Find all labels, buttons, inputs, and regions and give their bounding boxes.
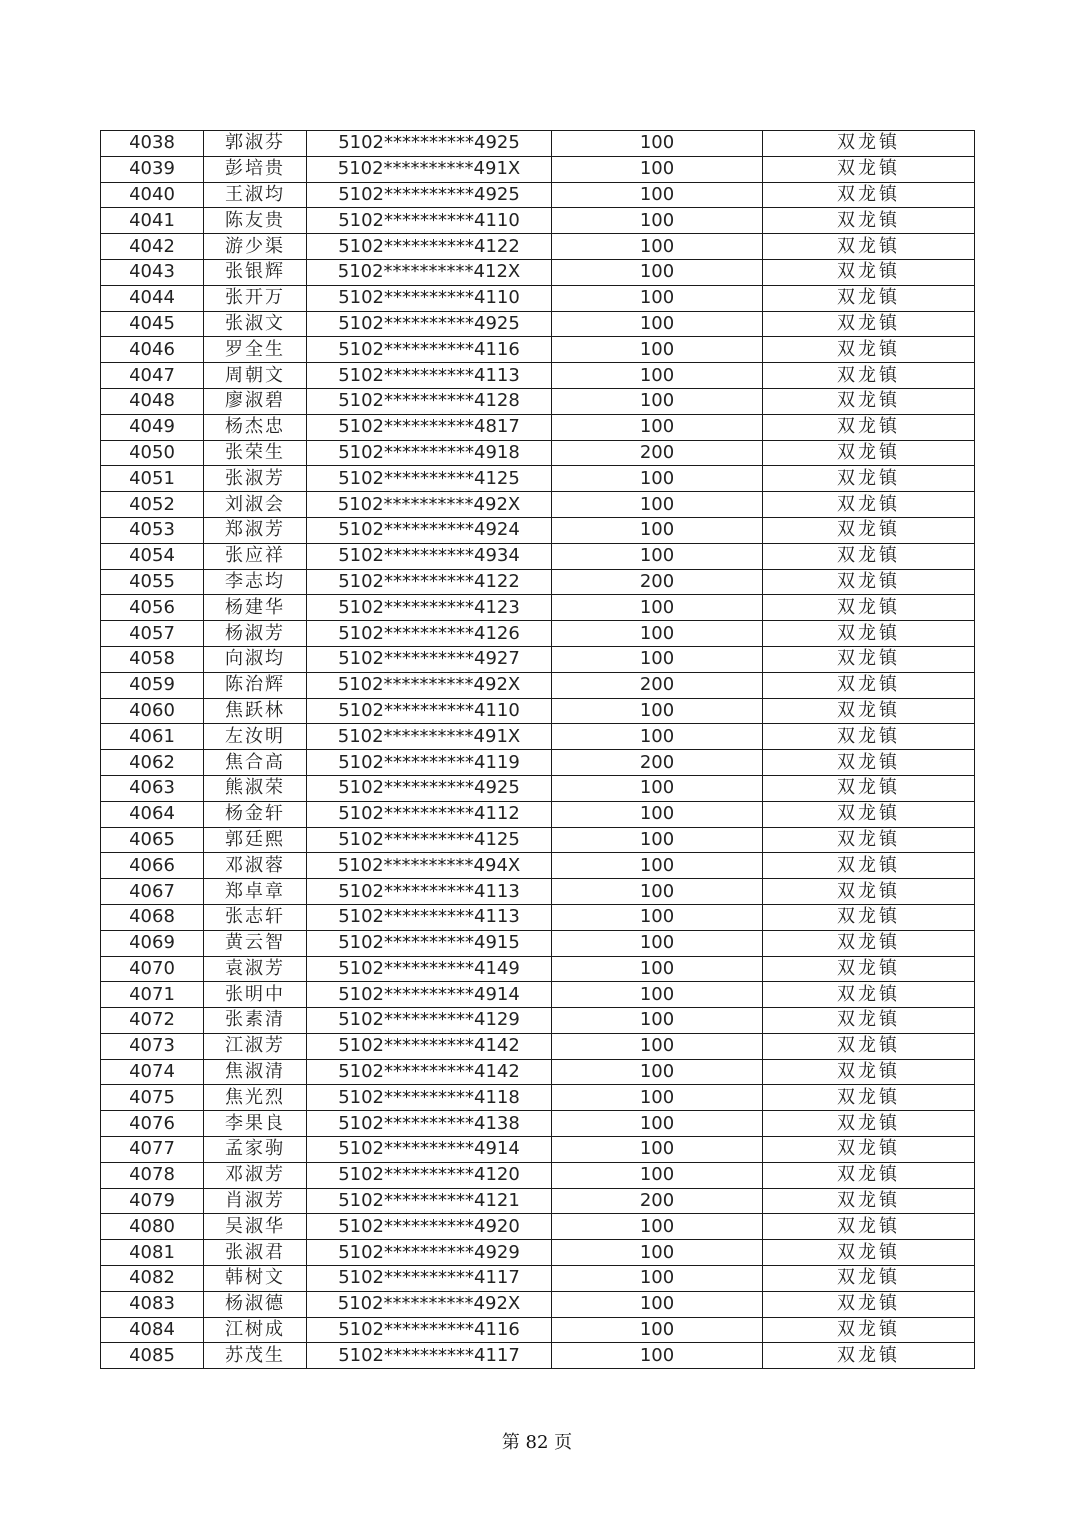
amount-cell: 100 (552, 492, 763, 518)
row-number-cell: 4044 (101, 285, 204, 311)
table-row (101, 1137, 975, 1163)
town-name-cell: 双龙镇 (763, 363, 975, 389)
town-name-cell: 双龙镇 (763, 621, 975, 647)
id-number-cell: 5102**********4116 (307, 1317, 552, 1343)
row-number-cell: 4070 (101, 956, 204, 982)
town-name-cell: 双龙镇 (763, 750, 975, 776)
row-number-cell: 4048 (101, 388, 204, 414)
id-number-cell: 5102**********4117 (307, 1266, 552, 1292)
id-number-cell: 5102**********4914 (307, 1137, 552, 1163)
town-name-cell: 双龙镇 (763, 1317, 975, 1343)
person-name-cell: 焦淑清 (204, 1059, 307, 1085)
id-number-cell: 5102**********4817 (307, 414, 552, 440)
amount-cell: 100 (552, 621, 763, 647)
id-number-cell: 5102**********4915 (307, 930, 552, 956)
table-row (101, 517, 975, 543)
id-number-cell: 5102**********491X (307, 156, 552, 182)
person-name-cell: 杨淑德 (204, 1291, 307, 1317)
person-name-cell: 周朝文 (204, 363, 307, 389)
amount-cell: 200 (552, 672, 763, 698)
id-number-cell: 5102**********4116 (307, 337, 552, 363)
person-name-cell: 江树成 (204, 1317, 307, 1343)
town-name-cell: 双龙镇 (763, 466, 975, 492)
town-name-cell: 双龙镇 (763, 182, 975, 208)
town-name-cell: 双龙镇 (763, 492, 975, 518)
amount-cell: 100 (552, 1059, 763, 1085)
person-name-cell: 郑卓章 (204, 879, 307, 905)
row-number-cell: 4067 (101, 879, 204, 905)
row-number-cell: 4072 (101, 1008, 204, 1034)
id-number-cell: 5102**********412X (307, 259, 552, 285)
id-number-cell: 5102**********4918 (307, 440, 552, 466)
person-name-cell: 张志轩 (204, 904, 307, 930)
id-number-cell: 5102**********4122 (307, 234, 552, 260)
amount-cell: 100 (552, 1266, 763, 1292)
table-row (101, 1111, 975, 1137)
id-number-cell: 5102**********494X (307, 853, 552, 879)
row-number-cell: 4047 (101, 363, 204, 389)
row-number-cell: 4050 (101, 440, 204, 466)
table-row (101, 956, 975, 982)
table-row (101, 853, 975, 879)
town-name-cell: 双龙镇 (763, 904, 975, 930)
table-row (101, 672, 975, 698)
amount-cell: 100 (552, 775, 763, 801)
row-number-cell: 4049 (101, 414, 204, 440)
table-row (101, 156, 975, 182)
town-name-cell: 双龙镇 (763, 259, 975, 285)
amount-cell: 200 (552, 1188, 763, 1214)
row-number-cell: 4039 (101, 156, 204, 182)
amount-cell: 100 (552, 1343, 763, 1369)
amount-cell: 100 (552, 363, 763, 389)
id-number-cell: 5102**********4927 (307, 646, 552, 672)
amount-cell: 100 (552, 337, 763, 363)
person-name-cell: 苏茂生 (204, 1343, 307, 1369)
person-name-cell: 张开万 (204, 285, 307, 311)
person-name-cell: 张应祥 (204, 543, 307, 569)
row-number-cell: 4058 (101, 646, 204, 672)
person-name-cell: 焦光烈 (204, 1085, 307, 1111)
table-row (101, 750, 975, 776)
person-name-cell: 熊淑荣 (204, 775, 307, 801)
id-number-cell: 5102**********4925 (307, 775, 552, 801)
person-name-cell: 黄云智 (204, 930, 307, 956)
person-name-cell: 杨杰忠 (204, 414, 307, 440)
row-number-cell: 4064 (101, 801, 204, 827)
person-name-cell: 焦合高 (204, 750, 307, 776)
id-number-cell: 5102**********4112 (307, 801, 552, 827)
table-row (101, 234, 975, 260)
town-name-cell: 双龙镇 (763, 285, 975, 311)
row-number-cell: 4052 (101, 492, 204, 518)
amount-cell: 100 (552, 1111, 763, 1137)
id-number-cell: 5102**********492X (307, 672, 552, 698)
town-name-cell: 双龙镇 (763, 1033, 975, 1059)
row-number-cell: 4073 (101, 1033, 204, 1059)
person-name-cell: 廖淑碧 (204, 388, 307, 414)
town-name-cell: 双龙镇 (763, 1111, 975, 1137)
town-name-cell: 双龙镇 (763, 1137, 975, 1163)
amount-cell: 100 (552, 234, 763, 260)
amount-cell: 100 (552, 698, 763, 724)
id-number-cell: 5102**********4934 (307, 543, 552, 569)
table-row (101, 414, 975, 440)
id-number-cell: 5102**********4925 (307, 311, 552, 337)
row-number-cell: 4054 (101, 543, 204, 569)
amount-cell: 100 (552, 131, 763, 157)
person-name-cell: 张荣生 (204, 440, 307, 466)
town-name-cell: 双龙镇 (763, 930, 975, 956)
amount-cell: 100 (552, 285, 763, 311)
row-number-cell: 4069 (101, 930, 204, 956)
town-name-cell: 双龙镇 (763, 879, 975, 905)
id-number-cell: 5102**********4142 (307, 1033, 552, 1059)
id-number-cell: 5102**********492X (307, 1291, 552, 1317)
town-name-cell: 双龙镇 (763, 234, 975, 260)
table-row (101, 363, 975, 389)
town-name-cell: 双龙镇 (763, 775, 975, 801)
person-name-cell: 张明中 (204, 982, 307, 1008)
table-row (101, 595, 975, 621)
id-number-cell: 5102**********4119 (307, 750, 552, 776)
table-row (101, 337, 975, 363)
amount-cell: 100 (552, 724, 763, 750)
amount-cell: 200 (552, 569, 763, 595)
amount-cell: 100 (552, 930, 763, 956)
amount-cell: 100 (552, 904, 763, 930)
amount-cell: 100 (552, 1137, 763, 1163)
amount-cell: 100 (552, 1240, 763, 1266)
id-number-cell: 5102**********4110 (307, 698, 552, 724)
id-number-cell: 5102**********4110 (307, 208, 552, 234)
town-name-cell: 双龙镇 (763, 388, 975, 414)
amount-cell: 100 (552, 1162, 763, 1188)
id-number-cell: 5102**********4126 (307, 621, 552, 647)
id-number-cell: 5102**********4925 (307, 182, 552, 208)
town-name-cell: 双龙镇 (763, 517, 975, 543)
town-name-cell: 双龙镇 (763, 1162, 975, 1188)
amount-cell: 100 (552, 1317, 763, 1343)
table-row (101, 388, 975, 414)
row-number-cell: 4042 (101, 234, 204, 260)
id-number-cell: 5102**********492X (307, 492, 552, 518)
amount-cell: 100 (552, 982, 763, 1008)
amount-cell: 100 (552, 1085, 763, 1111)
town-name-cell: 双龙镇 (763, 827, 975, 853)
amount-cell: 100 (552, 1033, 763, 1059)
id-number-cell: 5102**********4129 (307, 1008, 552, 1034)
table-row (101, 1085, 975, 1111)
id-number-cell: 5102**********4121 (307, 1188, 552, 1214)
person-name-cell: 陈治辉 (204, 672, 307, 698)
row-number-cell: 4084 (101, 1317, 204, 1343)
amount-cell: 100 (552, 388, 763, 414)
person-name-cell: 江淑芳 (204, 1033, 307, 1059)
table-row (101, 1188, 975, 1214)
id-number-cell: 5102**********4118 (307, 1085, 552, 1111)
town-name-cell: 双龙镇 (763, 1266, 975, 1292)
row-number-cell: 4063 (101, 775, 204, 801)
table-row (101, 492, 975, 518)
table-row (101, 646, 975, 672)
row-number-cell: 4080 (101, 1214, 204, 1240)
person-name-cell: 郭淑芬 (204, 131, 307, 157)
town-name-cell: 双龙镇 (763, 311, 975, 337)
person-name-cell: 李志均 (204, 569, 307, 595)
person-name-cell: 杨建华 (204, 595, 307, 621)
person-name-cell: 向淑均 (204, 646, 307, 672)
town-name-cell: 双龙镇 (763, 1343, 975, 1369)
amount-cell: 100 (552, 208, 763, 234)
row-number-cell: 4065 (101, 827, 204, 853)
town-name-cell: 双龙镇 (763, 440, 975, 466)
person-name-cell: 左汝明 (204, 724, 307, 750)
table-row (101, 1317, 975, 1343)
amount-cell: 100 (552, 414, 763, 440)
table-row (101, 930, 975, 956)
amount-cell: 100 (552, 543, 763, 569)
town-name-cell: 双龙镇 (763, 131, 975, 157)
row-number-cell: 4077 (101, 1137, 204, 1163)
amount-cell: 100 (552, 956, 763, 982)
person-name-cell: 张淑芳 (204, 466, 307, 492)
row-number-cell: 4079 (101, 1188, 204, 1214)
id-number-cell: 5102**********4138 (307, 1111, 552, 1137)
person-name-cell: 邓淑蓉 (204, 853, 307, 879)
table-row (101, 724, 975, 750)
row-number-cell: 4057 (101, 621, 204, 647)
recipient-table (100, 130, 975, 1369)
id-number-cell: 5102**********4113 (307, 904, 552, 930)
row-number-cell: 4056 (101, 595, 204, 621)
town-name-cell: 双龙镇 (763, 543, 975, 569)
row-number-cell: 4053 (101, 517, 204, 543)
row-number-cell: 4071 (101, 982, 204, 1008)
town-name-cell: 双龙镇 (763, 1008, 975, 1034)
person-name-cell: 郭廷熙 (204, 827, 307, 853)
town-name-cell: 双龙镇 (763, 1214, 975, 1240)
person-name-cell: 孟家驹 (204, 1137, 307, 1163)
amount-cell: 100 (552, 1291, 763, 1317)
person-name-cell: 彭培贵 (204, 156, 307, 182)
person-name-cell: 游少渠 (204, 234, 307, 260)
table-row (101, 1059, 975, 1085)
row-number-cell: 4060 (101, 698, 204, 724)
amount-cell: 100 (552, 259, 763, 285)
town-name-cell: 双龙镇 (763, 698, 975, 724)
table-row (101, 131, 975, 157)
row-number-cell: 4043 (101, 259, 204, 285)
id-number-cell: 5102**********4914 (307, 982, 552, 1008)
row-number-cell: 4046 (101, 337, 204, 363)
town-name-cell: 双龙镇 (763, 1085, 975, 1111)
table-row (101, 259, 975, 285)
town-name-cell: 双龙镇 (763, 646, 975, 672)
town-name-cell: 双龙镇 (763, 956, 975, 982)
id-number-cell: 5102**********4117 (307, 1343, 552, 1369)
town-name-cell: 双龙镇 (763, 208, 975, 234)
row-number-cell: 4066 (101, 853, 204, 879)
person-name-cell: 刘淑会 (204, 492, 307, 518)
table-row (101, 182, 975, 208)
town-name-cell: 双龙镇 (763, 595, 975, 621)
amount-cell: 100 (552, 801, 763, 827)
row-number-cell: 4083 (101, 1291, 204, 1317)
amount-cell: 100 (552, 1008, 763, 1034)
town-name-cell: 双龙镇 (763, 801, 975, 827)
town-name-cell: 双龙镇 (763, 1291, 975, 1317)
amount-cell: 100 (552, 182, 763, 208)
town-name-cell: 双龙镇 (763, 156, 975, 182)
recipient-table-body (101, 131, 975, 1369)
id-number-cell: 5102**********4122 (307, 569, 552, 595)
person-name-cell: 韩树文 (204, 1266, 307, 1292)
amount-cell: 100 (552, 853, 763, 879)
table-row (101, 1214, 975, 1240)
row-number-cell: 4038 (101, 131, 204, 157)
row-number-cell: 4059 (101, 672, 204, 698)
id-number-cell: 5102**********4128 (307, 388, 552, 414)
person-name-cell: 张淑君 (204, 1240, 307, 1266)
page-number: 第 82 页 (501, 1432, 573, 1453)
table-row (101, 1266, 975, 1292)
id-number-cell: 5102**********4110 (307, 285, 552, 311)
id-number-cell: 5102**********4125 (307, 827, 552, 853)
town-name-cell: 双龙镇 (763, 569, 975, 595)
id-number-cell: 5102**********4924 (307, 517, 552, 543)
row-number-cell: 4051 (101, 466, 204, 492)
row-number-cell: 4078 (101, 1162, 204, 1188)
amount-cell: 100 (552, 595, 763, 621)
table-row (101, 1033, 975, 1059)
row-number-cell: 4061 (101, 724, 204, 750)
town-name-cell: 双龙镇 (763, 982, 975, 1008)
row-number-cell: 4074 (101, 1059, 204, 1085)
table-row (101, 1162, 975, 1188)
amount-cell: 200 (552, 440, 763, 466)
person-name-cell: 杨淑芳 (204, 621, 307, 647)
person-name-cell: 李果良 (204, 1111, 307, 1137)
row-number-cell: 4085 (101, 1343, 204, 1369)
person-name-cell: 邓淑芳 (204, 1162, 307, 1188)
table-row (101, 466, 975, 492)
amount-cell: 100 (552, 879, 763, 905)
table-row (101, 698, 975, 724)
amount-cell: 100 (552, 311, 763, 337)
id-number-cell: 5102**********4125 (307, 466, 552, 492)
person-name-cell: 张素清 (204, 1008, 307, 1034)
person-name-cell: 张淑文 (204, 311, 307, 337)
person-name-cell: 陈友贵 (204, 208, 307, 234)
town-name-cell: 双龙镇 (763, 337, 975, 363)
person-name-cell: 杨金轩 (204, 801, 307, 827)
table-row (101, 1291, 975, 1317)
id-number-cell: 5102**********4113 (307, 363, 552, 389)
person-name-cell: 罗全生 (204, 337, 307, 363)
row-number-cell: 4082 (101, 1266, 204, 1292)
table-row (101, 440, 975, 466)
row-number-cell: 4076 (101, 1111, 204, 1137)
table-row (101, 1240, 975, 1266)
town-name-cell: 双龙镇 (763, 1240, 975, 1266)
row-number-cell: 4062 (101, 750, 204, 776)
amount-cell: 100 (552, 1214, 763, 1240)
table-row (101, 1343, 975, 1369)
id-number-cell: 5102**********4149 (307, 956, 552, 982)
row-number-cell: 4081 (101, 1240, 204, 1266)
table-row (101, 621, 975, 647)
table-row (101, 543, 975, 569)
id-number-cell: 5102**********4120 (307, 1162, 552, 1188)
amount-cell: 100 (552, 156, 763, 182)
town-name-cell: 双龙镇 (763, 853, 975, 879)
id-number-cell: 5102**********4113 (307, 879, 552, 905)
table-row (101, 801, 975, 827)
amount-cell: 100 (552, 646, 763, 672)
table-row (101, 879, 975, 905)
amount-cell: 100 (552, 517, 763, 543)
table-row (101, 569, 975, 595)
table-row (101, 827, 975, 853)
table-row (101, 208, 975, 234)
table-row (101, 311, 975, 337)
amount-cell: 200 (552, 750, 763, 776)
row-number-cell: 4040 (101, 182, 204, 208)
table-row (101, 285, 975, 311)
table-row (101, 904, 975, 930)
table-row (101, 1008, 975, 1034)
id-number-cell: 5102**********4920 (307, 1214, 552, 1240)
person-name-cell: 袁淑芳 (204, 956, 307, 982)
amount-cell: 100 (552, 466, 763, 492)
row-number-cell: 4075 (101, 1085, 204, 1111)
town-name-cell: 双龙镇 (763, 414, 975, 440)
person-name-cell: 肖淑芳 (204, 1188, 307, 1214)
table-row (101, 775, 975, 801)
person-name-cell: 焦跃林 (204, 698, 307, 724)
id-number-cell: 5102**********491X (307, 724, 552, 750)
id-number-cell: 5102**********4142 (307, 1059, 552, 1085)
person-name-cell: 郑淑芳 (204, 517, 307, 543)
town-name-cell: 双龙镇 (763, 672, 975, 698)
row-number-cell: 4055 (101, 569, 204, 595)
amount-cell: 100 (552, 827, 763, 853)
town-name-cell: 双龙镇 (763, 1059, 975, 1085)
person-name-cell: 张银辉 (204, 259, 307, 285)
town-name-cell: 双龙镇 (763, 1188, 975, 1214)
id-number-cell: 5102**********4925 (307, 131, 552, 157)
row-number-cell: 4041 (101, 208, 204, 234)
row-number-cell: 4045 (101, 311, 204, 337)
row-number-cell: 4068 (101, 904, 204, 930)
id-number-cell: 5102**********4929 (307, 1240, 552, 1266)
id-number-cell: 5102**********4123 (307, 595, 552, 621)
table-row (101, 982, 975, 1008)
town-name-cell: 双龙镇 (763, 724, 975, 750)
person-name-cell: 王淑均 (204, 182, 307, 208)
person-name-cell: 吴淑华 (204, 1214, 307, 1240)
